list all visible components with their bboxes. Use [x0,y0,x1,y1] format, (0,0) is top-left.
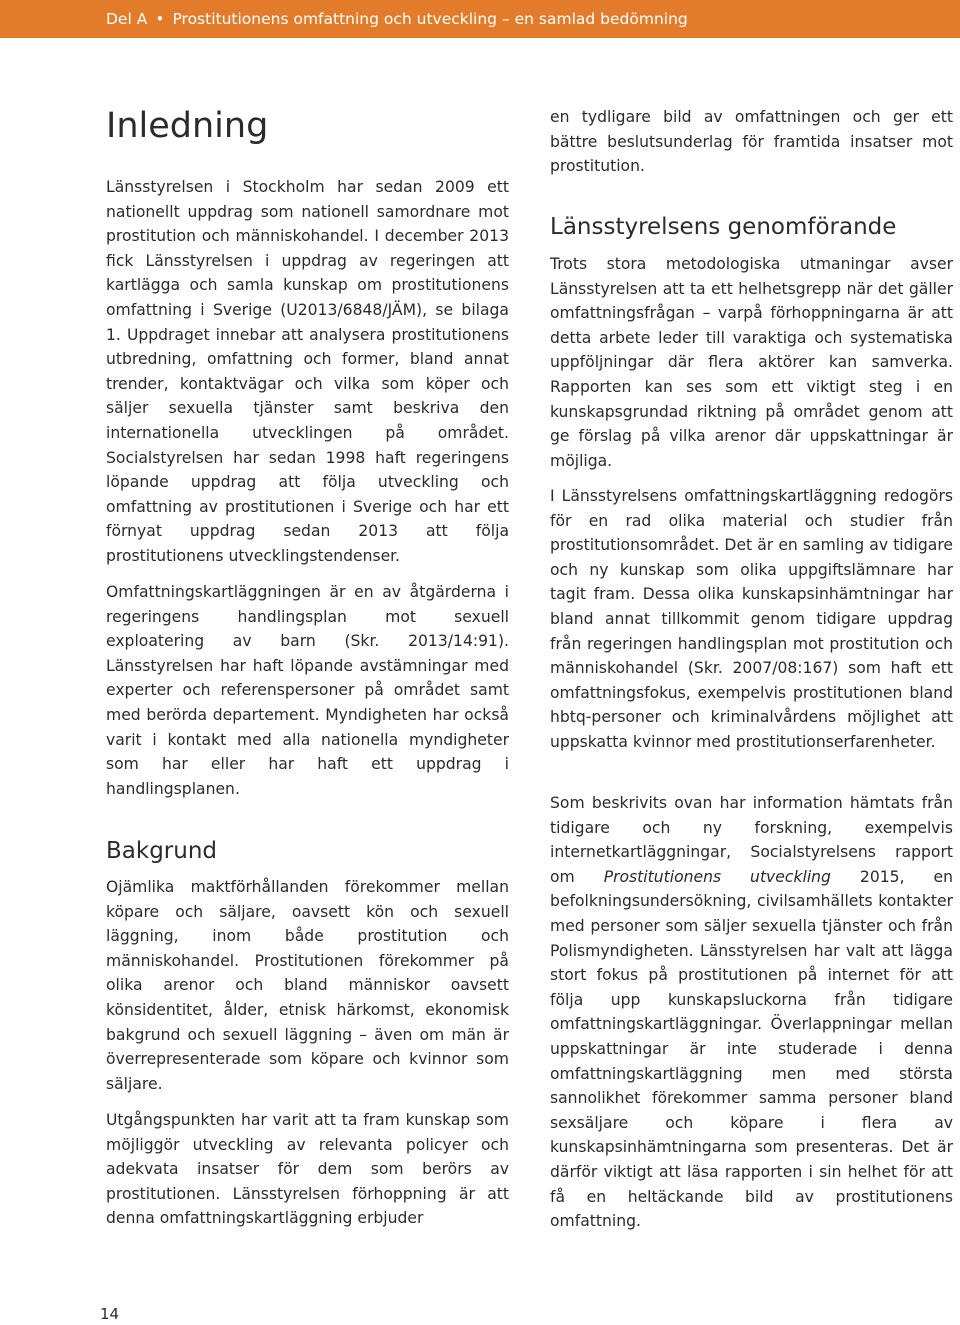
paragraph-background-2: Utgångspunkten har varit att ta fram kunskap som möjliggör utveckling av relevanta policyer och adekvata insatser för dem som berörs av prostitutionen. Länsstyrelsen förhoppning är att denna omfattningskartläggning erbjuder [106,1111,509,1228]
paragraph-intro-1: Länsstyrelsen i Stockholm har sedan 2009 ett nationellt uppdrag som nationell samordnare mot prostitution och människohandel. I december 2013 fick Länsstyrelsen i uppdrag av regeringen att kartlägga och samla kunskap om prostitutionens omfattning i Sverige (U2013/6848/JÄM), se bilaga 1. Uppdraget innebar att analysera prostitutionens utbredning, omfattning och former, bland annat trender, kontaktvägar och vilka som köper och säljer sexuella tjänster samt beskriva den internationella utvecklingen på området. Socialstyrelsen har sedan 1998 haft regeringens löpande uppdrag att följa utveckling och omfattning av prostitutionen i Sverige och har ett förnyat uppdrag sedan 2013 att följa prostitutionens utvecklingstendenser. [106,178,509,565]
running-header [0,0,960,38]
paragraph-impl-2: I Länsstyrelsens omfattningskartläggning redogörs för en rad olika material och studier från prostitutionsområdet. Det är en samling av tidigare och ny kunskap som olika uppgiftslämnare har tagit fram. Dessa olika kunskapsinhämtningar har bland annat tillkommit genom tidigare uppdrag från regeringen handlingsplan mot prostitution och människohandel (Skr. 2007/08:167) som haft ett omfattningsfokus, exempelvis prostitutionen bland hbtq-personer och kriminalvårdens möjlighet att uppskatta kvinnor med prostitutionserfarenheter. [550,487,953,751]
paragraph-intro-2: Omfattningskartläggningen är en av åtgärderna i regeringens handlingsplan mot sexuell exploatering av barn (Skr. 2013/14:91). Länsstyrelsen har haft löpande avstämningar med experter och referenspersoner på området samt med berörda departement. Myndigheten har också varit i kontakt med alla nationella myndigheter som har eller har haft ett uppdrag i handlingsplanen. [106,583,509,798]
heading-inledning: Inledning [106,106,269,146]
header-separator: • [155,10,165,28]
paragraph-impl-3-part-a: Som beskrivits ovan har information hämtats från tidigare och ny forskning, exempelvis internetkartläggningar, Socialstyrelsens rapport om [550,794,953,886]
heading-bakgrund: Bakgrund [106,838,218,864]
report-title-italic: Prostitutionens utveckling [603,867,831,886]
page-number: 14 [100,1305,120,1323]
paragraph-impl-1: Trots stora metodologiska utmaningar avser Länsstyrelsen att ta ett helhetsgrepp när det gäller omfattningsfrågan – varpå förhoppningarna är att detta arbete leder till varaktiga och systematiska uppföljningar där flera aktörer kan samverka. Rapporten kan ses som ett viktigt steg i en kunskapsgrundad riktning på området genom att ge förslag på vilka arenor där uppskattningar är möjliga. [550,255,953,470]
heading-genomforande: Länsstyrelsens genomförande [550,214,897,240]
running-header-text [0,10,688,28]
header-part: Del A [106,10,148,28]
paragraph-impl-3 [550,791,953,1234]
paragraph-impl-3-part-b: 2015, en befolkningsundersökning, civilsamhällets kontakter med personer som säljer sexuella tjänster och från Polismyndigheten. Länsstyrelsen har valt att lägga stort fokus på prostitutionen på internet för att följa upp kunskapsluckorna från tidigare omfattningskartläggningar. Överlappningar mellan uppskattningar är inte studerade i denna omfattningskartläggning men med största sannolikhet förekommer samma personer bland sexsäljare och köpare i flera av kunskapsinhämtningarna som presenteras. Det är därför viktigt att läsa rapporten i sin helhet för att få en heltäckande bild av prostitutionens omfattning. [550,867,953,1231]
paragraph-continued: en tydligare bild av omfattningen och ger ett bättre beslutsunderlag för framtida insatser mot prostitution. [550,108,953,176]
header-title: Prostitutionens omfattning och utveckling – en samlad bedömning [172,10,688,28]
paragraph-background-1: Ojämlika maktförhållanden förekommer mellan köpare och säljare, oavsett kön och sexuell läggning, inom både prostitution och människohandel. Prostitutionen förekommer på olika arenor och bland människor oavsett könsidentitet, ålder, etnisk härkomst, ekonomisk bakgrund och sexuell läggning – även om män är överrepresenterade som köpare och kvinnor som säljare. [106,878,509,1093]
